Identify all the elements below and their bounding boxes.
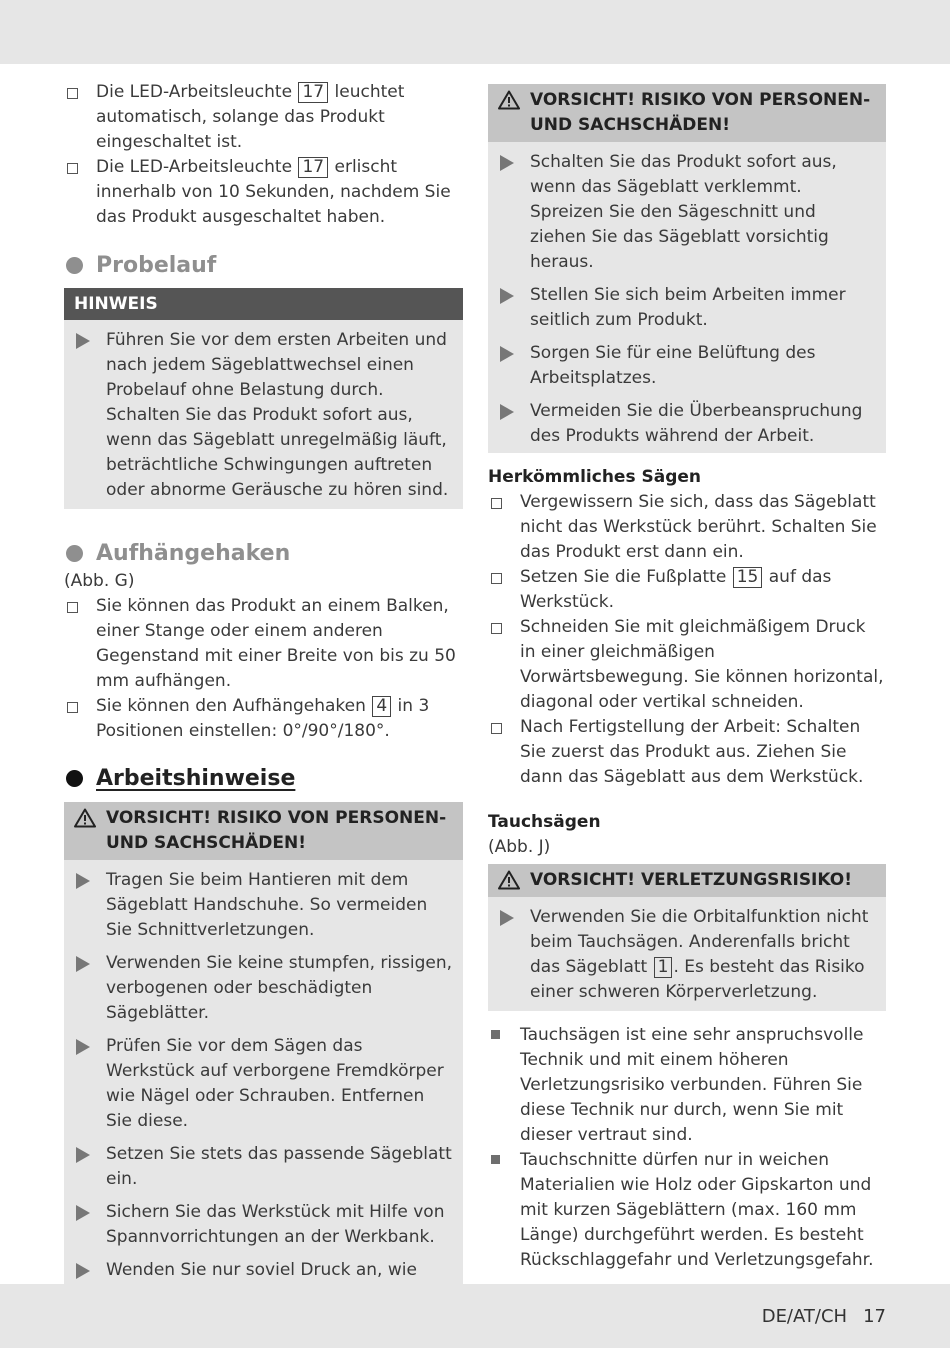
warning-item: Wenden Sie nur soviel Druck an, wie [74,1258,453,1348]
warning-item: Tragen Sie beim Hantieren mit dem Sägeblatt Handschuhe. So vermeiden Sie Schnittverletzungen. [74,868,453,943]
figure-reference: (Abb. J) [488,837,551,857]
hinweis-text: Führen Sie vor dem ersten Arbeiten und nach jedem Sägeblattwechsel einen Probelauf ohne Belastung durch. Schalten Sie das Produkt sofort aus, wenn das Sägeblatt unregelmäßig läuft, beträchtliche Schwingungen auftreten oder abnorme Geräusche zu hören sind. [74,328,453,503]
warning-header: VORSICHT! VERLETZUNGSRISIKO! [488,864,886,897]
ref-number: 4 [372,696,391,717]
ref-number: 17 [298,82,328,103]
left-column [64,80,463,1348]
region-label: DE/AT/CH [761,1306,848,1327]
hinweis-label: HINWEIS [64,288,463,320]
bullet-dot-icon [66,770,83,787]
warning-item: Verwenden Sie keine stumpfen, rissigen, verbogenen oder beschädigten Sägeblätter. [74,951,453,1026]
herk-item-4: Nach Fertigstellung der Arbeit: Schalten Sie zuerst das Produkt aus. Ziehen Sie dann das Sägeblatt aus dem Werkstück. [488,715,886,790]
page-footer [746,1304,886,1329]
warning-box [488,84,886,453]
bullet-dot-icon [66,545,83,562]
warning-header: VORSICHT! RISIKO VON PERSONEN- UND SACHSCHÄDEN! [64,802,463,860]
aufhaenge-item-1: Sie können das Produkt an einem Balken, einer Stange oder einem anderen Gegenstand mit einer Breite von bis zu 50 mm aufhängen. [64,594,463,694]
hinweis-box [64,288,463,509]
warning-header: VORSICHT! RISIKO VON PERSONEN- UND SACHSCHÄDEN! [488,84,886,142]
warning-item: Sorgen Sie für eine Belüftung des Arbeitsplatzes. [498,341,876,391]
led-item-2: Die LED-Arbeitsleuchte 17 erlischt innerhalb von 10 Sekunden, nachdem Sie das Produkt ausgeschaltet haben. [64,155,463,230]
warning-item: Schalten Sie das Produkt sofort aus, wenn das Sägeblatt verklemmt. Spreizen Sie den Sägeschnitt und ziehen Sie das Sägeblatt vorsichtig heraus. [498,150,876,275]
warning-item: Setzen Sie stets das passende Sägeblatt ein. [74,1142,453,1192]
subheading-herkoemmliches-saegen: Herkömmliches Sägen [488,467,702,487]
led-item-1: Die LED-Arbeitsleuchte 17 leuchtet automatisch, solange das Produkt eingeschaltet ist. [64,80,463,155]
figure-reference: (Abb. G) [64,571,135,591]
warning-item: Stellen Sie sich beim Arbeiten immer seitlich zum Produkt. [498,283,876,333]
subheading-tauchsaegen: Tauchsägen [488,812,601,832]
tauch-item-1: Tauchsägen ist eine sehr anspruchsvolle Technik und mit einem höheren Verletzungsrisiko verbunden. Führen Sie diese Technik nur durch, wenn Sie mit dieser vertraut sind. [488,1023,886,1148]
warning-item: Verwenden Sie die Orbitalfunktion nicht beim Tauchsägen. Anderenfalls bricht das Sägeblatt 1 . Es besteht das Risiko einer schweren Körperverletzung. [498,905,876,1005]
warning-triangle-icon [498,870,520,890]
ref-number: 17 [298,157,328,178]
bullet-dot-icon [66,257,83,274]
herk-item-1: Vergewissern Sie sich, dass das Sägeblatt nicht das Werkstück berührt. Schalten Sie das Produkt erst dann ein. [488,490,886,565]
herk-item-3: Schneiden Sie mit gleichmäßigem Druck in einer gleichmäßigen Vorwärtsbewegung. Sie können horizontal, diagonal oder vertikal schneiden. [488,615,886,715]
page-number: 17 [863,1306,886,1327]
section-heading-arbeitshinweise: Arbeitshinweise [64,764,463,794]
tauch-item-2: Tauchschnitte dürfen nur in weichen Materialien wie Holz oder Gipskarton und mit kurzen Sägeblättern (max. 160 mm Länge) durchgeführt werden. Es besteht Rückschlaggefahr und Verletzungsgefahr. [488,1148,886,1273]
warning-triangle-icon [74,808,96,828]
warning-box [488,864,886,1011]
section-heading-aufhaengehaken: Aufhängehaken [64,539,463,569]
warning-item: Prüfen Sie vor dem Sägen das Werkstück auf verborgene Fremdkörper wie Nägel oder Schrauben. Entfernen Sie diese. [74,1034,453,1134]
warning-item: Vermeiden Sie die Überbeanspruchung des Produkts während der Arbeit. [498,399,876,449]
warning-box [64,802,463,1348]
section-heading-probelauf: Probelauf [64,251,463,281]
ref-number: 15 [733,567,763,588]
ref-number: 1 [654,957,673,978]
aufhaenge-item-2: Sie können den Aufhängehaken 4 in 3 Positionen einstellen: 0°/90°/180°. [64,694,463,744]
warning-item: Sichern Sie das Werkstück mit Hilfe von Spannvorrichtungen an der Werkbank. [74,1200,453,1250]
herk-item-2: Setzen Sie die Fußplatte 15 auf das Werkstück. [488,565,886,615]
right-column [488,84,886,1273]
header-band [0,0,950,64]
warning-triangle-icon [498,90,520,110]
